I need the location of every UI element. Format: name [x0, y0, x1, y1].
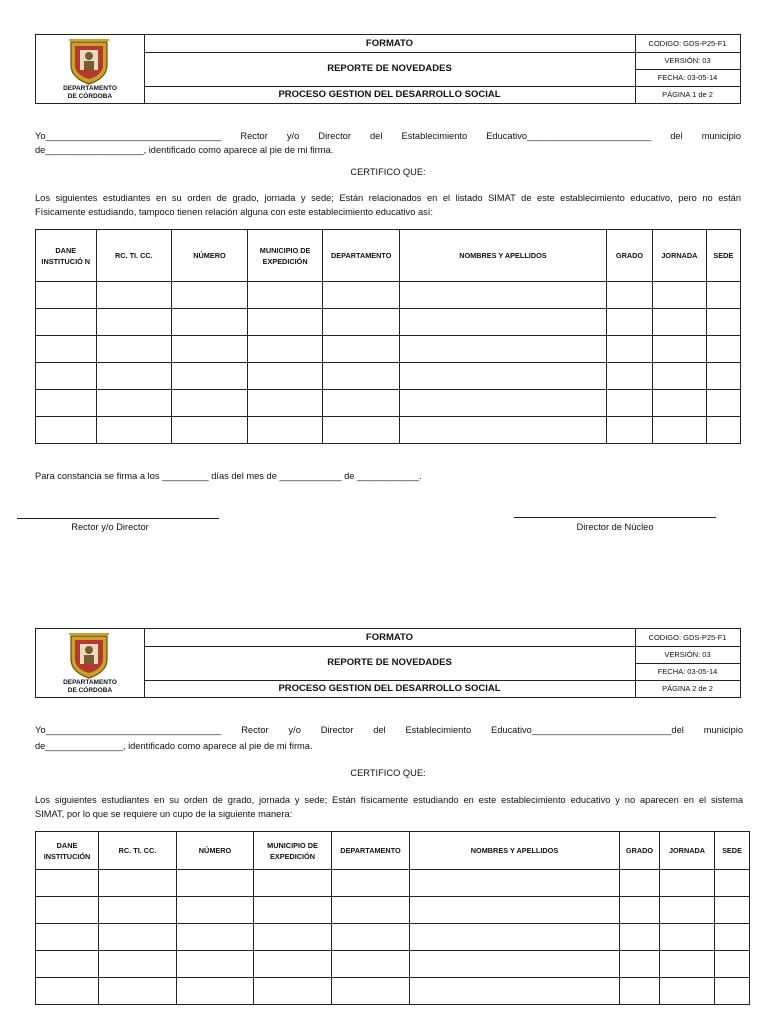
statement-line-2: Físicamente estudiando, tampoco tienen relación alguna con este establecimiento educativo así: — [35, 207, 433, 217]
table-cell[interactable] — [323, 309, 400, 336]
table-cell[interactable] — [172, 282, 248, 309]
table-cell[interactable] — [36, 336, 97, 363]
department-line-2: DE CÓRDOBA — [67, 687, 113, 694]
department-name — [36, 679, 144, 695]
col-shift: JORNADA — [660, 832, 715, 870]
table-cell[interactable] — [99, 951, 177, 978]
certifico-heading: CERTIFICO QUE: — [350, 768, 426, 778]
table-cell[interactable] — [400, 336, 607, 363]
students-table-page-1 — [35, 229, 741, 444]
table-row — [36, 978, 750, 1005]
table-cell[interactable] — [177, 870, 254, 897]
table-cell[interactable] — [332, 978, 410, 1005]
table-cell[interactable] — [400, 309, 607, 336]
table-cell[interactable] — [706, 309, 740, 336]
table-cell[interactable] — [99, 978, 177, 1005]
intro-line-1: Yo__________________________________ Rector y/o Director del Establecimiento Educativo___________________________del municipio — [35, 725, 743, 735]
table-row — [36, 363, 741, 390]
table-cell[interactable] — [410, 897, 620, 924]
table-row — [36, 336, 741, 363]
process-name: PROCESO GESTION DEL DESARROLLO SOCIAL — [278, 89, 501, 100]
report-title: REPORTE DE NOVEDADES — [144, 52, 635, 87]
table-cell[interactable] — [706, 282, 740, 309]
table-cell[interactable] — [400, 282, 607, 309]
table-cell[interactable] — [247, 390, 323, 417]
table-cell[interactable] — [715, 897, 750, 924]
table-cell[interactable] — [172, 336, 248, 363]
table-cell[interactable] — [172, 363, 248, 390]
table-cell[interactable] — [247, 417, 323, 444]
table-cell[interactable] — [660, 897, 715, 924]
table-cell[interactable] — [254, 951, 332, 978]
header-titles — [144, 35, 636, 103]
col-grade: GRADO — [620, 832, 660, 870]
table-cell[interactable] — [606, 363, 652, 390]
signature-label-right: Director de Núcleo — [576, 522, 654, 532]
table-cell[interactable] — [653, 363, 706, 390]
table-cell[interactable] — [99, 870, 177, 897]
header-titles — [144, 629, 636, 697]
table-cell[interactable] — [410, 951, 620, 978]
document-code: CODIGO: GDS-P25-F1 — [635, 35, 740, 53]
table-cell[interactable] — [653, 282, 706, 309]
table-cell[interactable] — [706, 390, 740, 417]
table-cell[interactable] — [247, 336, 323, 363]
table-cell[interactable] — [36, 978, 99, 1005]
col-campus: SEDE — [706, 230, 740, 282]
table-cell[interactable] — [247, 363, 323, 390]
intro-line-2: de_______________, identificado como aparece al pie de mi firma. — [35, 741, 313, 751]
table-cell[interactable] — [36, 282, 97, 309]
table-cell[interactable] — [96, 309, 172, 336]
logo-cell — [36, 35, 145, 103]
table-cell[interactable] — [400, 417, 607, 444]
document-version: VERSIÓN: 03 — [635, 646, 740, 664]
intro-line-1: Yo__________________________________ Rector y/o Director del Establecimiento Educativo________________________ del municipio — [35, 131, 741, 141]
table-cell[interactable] — [247, 309, 323, 336]
table-cell[interactable] — [177, 924, 254, 951]
col-grade: GRADO — [606, 230, 652, 282]
table-cell[interactable] — [620, 924, 660, 951]
col-dane: DANE INSTITUCIÓ N — [36, 230, 97, 282]
table-cell[interactable] — [254, 924, 332, 951]
table-header-row — [36, 832, 750, 870]
logo-cell — [36, 629, 145, 697]
table-cell[interactable] — [332, 924, 410, 951]
table-cell[interactable] — [99, 897, 177, 924]
table-cell[interactable] — [410, 924, 620, 951]
document-version: VERSIÓN: 03 — [635, 52, 740, 70]
process-name: PROCESO GESTION DEL DESARROLLO SOCIAL — [278, 683, 501, 694]
table-cell[interactable] — [254, 870, 332, 897]
col-department: DEPARTAMENTO — [323, 230, 400, 282]
document-code: CODIGO: GDS-P25-F1 — [635, 629, 740, 647]
table-cell[interactable] — [254, 978, 332, 1005]
table-cell[interactable] — [177, 978, 254, 1005]
format-label: FORMATO — [144, 35, 635, 53]
col-shift: JORNADA — [653, 230, 706, 282]
table-cell[interactable] — [653, 309, 706, 336]
intro-line-2: de___________________, identificado como aparece al pie de mi firma. — [35, 145, 334, 155]
table-cell[interactable] — [620, 978, 660, 1005]
table-cell[interactable] — [332, 951, 410, 978]
table-cell[interactable] — [653, 336, 706, 363]
table-cell[interactable] — [36, 309, 97, 336]
table-row — [36, 924, 750, 951]
cordoba-crest-icon — [67, 39, 111, 85]
table-cell[interactable] — [36, 897, 99, 924]
table-row — [36, 870, 750, 897]
table-row — [36, 309, 741, 336]
col-document-type: RC. TI. CC. — [96, 230, 172, 282]
department-line-1: DEPARTAMENTO — [63, 679, 117, 686]
form-header-page-2 — [35, 628, 741, 698]
table-cell[interactable] — [410, 870, 620, 897]
format-label: FORMATO — [144, 629, 635, 647]
table-cell[interactable] — [247, 282, 323, 309]
table-cell[interactable] — [620, 951, 660, 978]
constancia-line: Para constancia se firma a los _________ días del mes de ____________ de ____________. — [35, 471, 422, 481]
table-cell[interactable] — [606, 282, 652, 309]
table-cell[interactable] — [36, 390, 97, 417]
table-cell[interactable] — [96, 363, 172, 390]
signature-line-right — [514, 517, 716, 518]
statement-line-1: Los siguientes estudiantes en su orden de grado, jornada y sede; Están relacionados en el listado SIMAT de este establecimiento educativo, pero no están — [35, 193, 741, 203]
table-cell[interactable] — [660, 978, 715, 1005]
department-name — [36, 85, 144, 101]
table-cell[interactable] — [653, 417, 706, 444]
table-cell[interactable] — [715, 924, 750, 951]
form-header-page-1 — [35, 34, 741, 104]
table-header-row — [36, 230, 741, 282]
table-cell[interactable] — [96, 336, 172, 363]
statement-line-1: Los siguientes estudiantes en su orden de grado, jornada y sede; Están físicamente estudiando en este establecimiento educativo y no aparecen en el sistema — [35, 795, 743, 805]
col-full-name: NOMBRES Y APELLIDOS — [410, 832, 620, 870]
document-date: FECHA: 03-05-14 — [635, 663, 740, 681]
col-number: NÚMERO — [172, 230, 248, 282]
department-line-1: DEPARTAMENTO — [63, 85, 117, 92]
header-metadata — [635, 35, 740, 103]
col-dane: DANE INSTITUCIÓN — [36, 832, 99, 870]
table-cell[interactable] — [36, 924, 99, 951]
table-row — [36, 282, 741, 309]
table-cell[interactable] — [606, 336, 652, 363]
students-table-page-2 — [35, 831, 750, 1005]
page-number: PÁGINA 1 de 2 — [662, 90, 713, 99]
table-cell[interactable] — [606, 390, 652, 417]
table-cell[interactable] — [323, 390, 400, 417]
table-cell[interactable] — [36, 951, 99, 978]
table-cell[interactable] — [706, 417, 740, 444]
table-row — [36, 417, 741, 444]
table-cell[interactable] — [177, 897, 254, 924]
header-metadata — [635, 629, 740, 697]
col-department: DEPARTAMENTO — [332, 832, 410, 870]
table-cell[interactable] — [332, 870, 410, 897]
table-cell[interactable] — [254, 897, 332, 924]
signature-label-left: Rector y/o Director — [71, 522, 149, 532]
table-cell[interactable] — [660, 870, 715, 897]
table-cell[interactable] — [172, 390, 248, 417]
table-cell[interactable] — [36, 870, 99, 897]
table-cell[interactable] — [606, 309, 652, 336]
table-cell[interactable] — [177, 951, 254, 978]
department-line-2: DE CÓRDOBA — [67, 93, 113, 100]
col-campus: SEDE — [715, 832, 750, 870]
table-cell[interactable] — [36, 363, 97, 390]
certifico-heading: CERTIFICO QUE: — [350, 167, 426, 177]
col-document-type: RC. TI. CC. — [99, 832, 177, 870]
table-cell[interactable] — [332, 897, 410, 924]
statement-line-2: SIMAT, por lo que se requiere un cupo de la siguiente manera: — [35, 809, 293, 819]
table-cell[interactable] — [99, 924, 177, 951]
col-municipality: MUNICIPIO DE EXPEDICIÓN — [247, 230, 323, 282]
table-cell[interactable] — [96, 390, 172, 417]
table-cell[interactable] — [400, 363, 607, 390]
page-number: PÁGINA 2 de 2 — [662, 684, 713, 693]
table-cell[interactable] — [715, 978, 750, 1005]
table-cell[interactable] — [620, 870, 660, 897]
table-cell[interactable] — [400, 390, 607, 417]
table-cell[interactable] — [620, 897, 660, 924]
table-cell[interactable] — [706, 336, 740, 363]
table-cell[interactable] — [715, 951, 750, 978]
table-cell[interactable] — [96, 417, 172, 444]
table-cell[interactable] — [653, 390, 706, 417]
document-date: FECHA: 03-05-14 — [635, 69, 740, 87]
table-cell[interactable] — [172, 309, 248, 336]
table-cell[interactable] — [172, 417, 248, 444]
table-cell[interactable] — [660, 951, 715, 978]
table-row — [36, 390, 741, 417]
col-municipality: MUNICIPIO DE EXPEDICIÓN — [254, 832, 332, 870]
table-cell[interactable] — [410, 978, 620, 1005]
table-row — [36, 951, 750, 978]
cordoba-crest-icon — [67, 633, 111, 679]
table-cell[interactable] — [323, 336, 400, 363]
table-cell[interactable] — [606, 417, 652, 444]
col-full-name: NOMBRES Y APELLIDOS — [400, 230, 607, 282]
report-title: REPORTE DE NOVEDADES — [144, 646, 635, 681]
table-cell[interactable] — [715, 870, 750, 897]
table-cell[interactable] — [706, 363, 740, 390]
table-cell[interactable] — [323, 282, 400, 309]
table-cell[interactable] — [323, 363, 400, 390]
col-number: NÚMERO — [177, 832, 254, 870]
table-row — [36, 897, 750, 924]
signature-line-left — [17, 518, 219, 519]
table-cell[interactable] — [36, 417, 97, 444]
table-cell[interactable] — [96, 282, 172, 309]
table-cell[interactable] — [323, 417, 400, 444]
table-cell[interactable] — [660, 924, 715, 951]
